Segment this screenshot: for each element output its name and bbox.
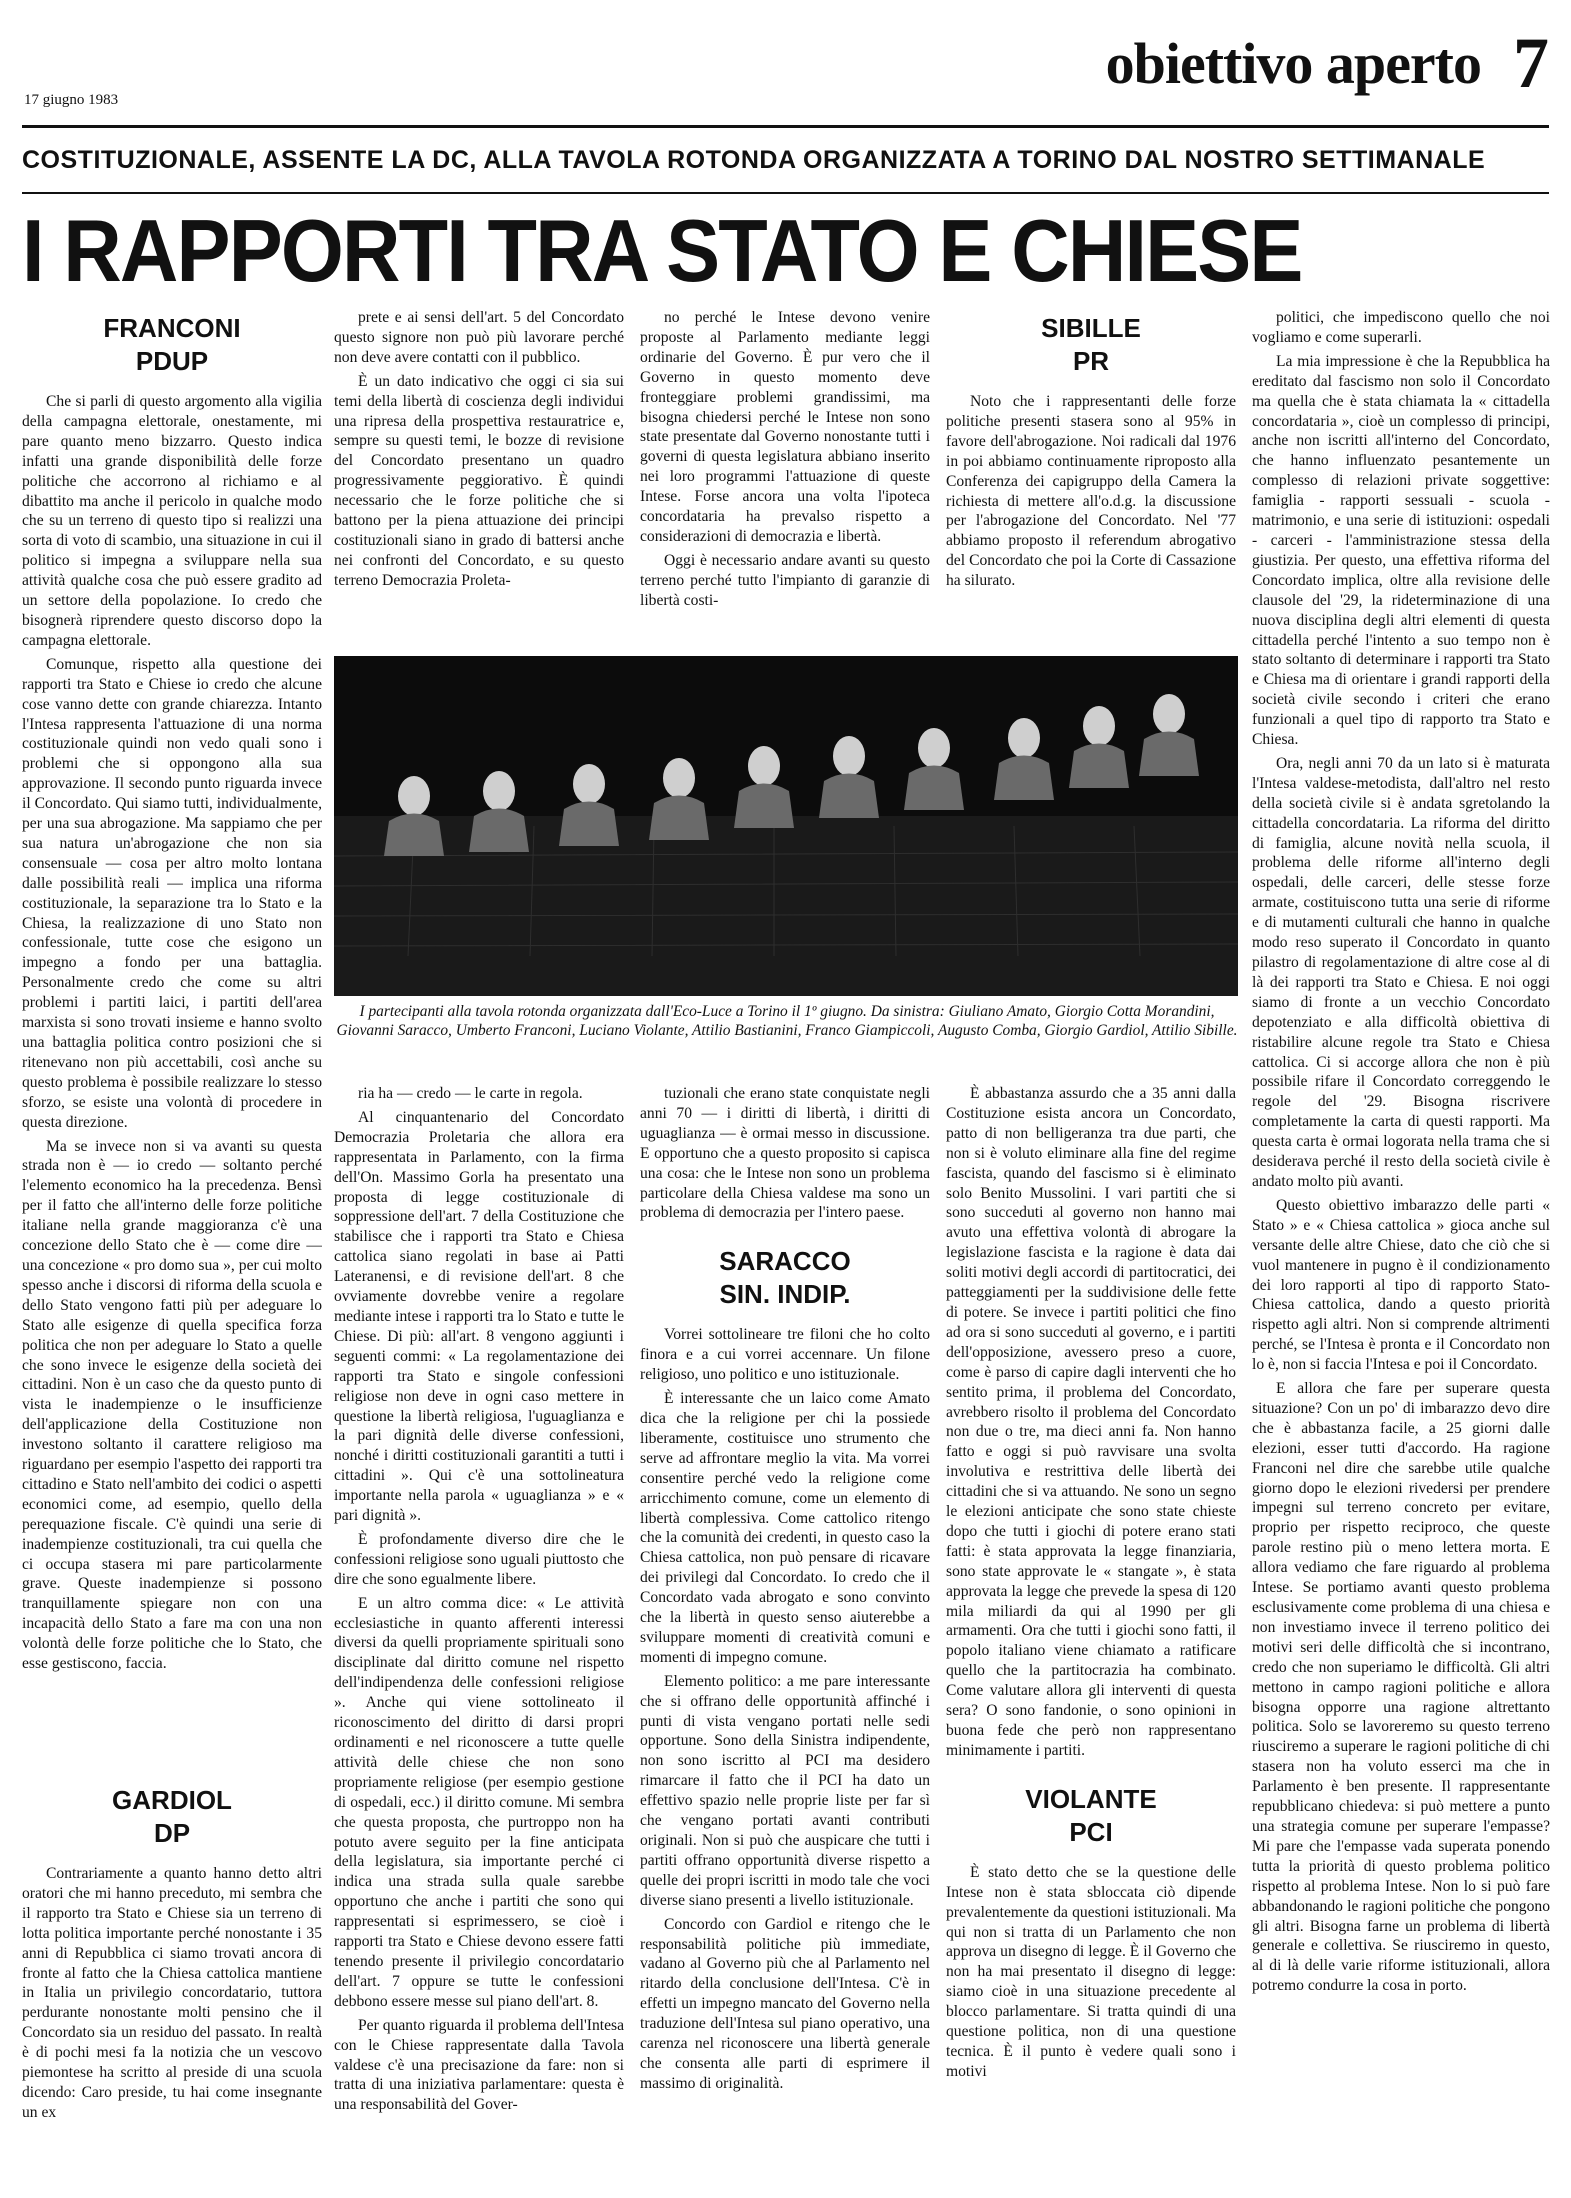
column-5 bbox=[1252, 308, 1550, 2180]
paragraph: Al cinquantenario del Concordato Democrazia Proletaria che allora era rappresentata in Parlamento, con la firma dell'On. Massimo Gorla ha presentato una proposta di legge costituzionale di soppressione dell'art. 7 della Costituzione che stabilisce che i rapporti tra Stato e Chiesa cattolica siano regolati in base ai Patti Lateranensi, e di revisione dell'art. 8 che ovviamente dovrebbe venire a regolare mediante intese i rapporti tra lo Stato e tutte le Chiese. Di più: all'art. 8 vengono aggiunti i seguenti commi: « La regolamentazione dei rapporti tra Stato e singole confessioni religiose non deve in ogni caso mettere in questione la libertà religiosa, l'uguaglianza e la pari dignità delle diverse confessioni, nonché i diritti costituzionali garantiti a tutti i cittadini ». Qui c'è una sottolineatura importante nella parola « uguaglianza » e « pari dignità ». bbox=[334, 1108, 624, 1525]
paragraph: tuzionali che erano state conquistate negli anni 70 — i diritti di libertà, i diritti di uguaglianza — è ormai messo in discussione. E opportuno che a questo proposito si capisca una cosa: che le Intese non sono un problema particolare della Chiesa valdese ma sono un problema di democrazia per l'intero paese. bbox=[640, 1085, 930, 1222]
speaker-franconi bbox=[22, 312, 322, 378]
column-2-top bbox=[334, 308, 624, 644]
paragraph: ria ha — credo — le carte in regola. bbox=[358, 1085, 583, 1102]
paragraph: È stato detto che se la questione delle Intese non è stata sbloccata ciò dipende prevalentemente da questioni istituzionali. Ma qui non si tratta di un Parlamento che non approva un disegno di legge. È il Governo che non ha mai presentato il disegno di legge: siamo cioè in una situazione precedente al blocco parlamentare. Si tratta quindi di una questione politica, non di una questione tecnica. È il punto è vedere quali sono i motivi bbox=[946, 1863, 1236, 2080]
paragraph: La mia impressione è che la Repubblica ha ereditato dal fascismo non solo il Concordato ma quella che è stata chiamata la « cittadella concordataria », cioè un complesso di principi, anche non iscritti all'interno del Concordato, che hanno influenzato pesantemente un complesso di relazioni private soggettive: famiglia - rapporti sessuali - scuola - matrimonio, e una serie di istituzioni: ospedali - carceri - l'amministrazione stessa della giustizia. Per questo, una effettiva riforma del Concordato implica, oltre alla revisione delle clausole del '29, la rideterminazione di una nuova disciplina degli altri elementi di questa cittadella perché l'intento a suo tempo non è stato soltanto di determinare i rapporti tra Stato e Chiesa ma di orientare i grandi rapporti della società civile secondo i criteri che erano funzionali a quel tipo di rapporto tra Stato e Chiesa. bbox=[1252, 352, 1550, 749]
paragraph: Ora, negli anni 70 da un lato si è maturata l'Intesa valdese-metodista, dall'altro nel resto della società civile si è andata sgretolando la cittadella concordataria. La riforma del diritto di famiglia, alcune novità nella scuola, il problema delle riforme all'interno degli ospedali, delle carceri, delle stesse forze armate, costituiscono tutta una serie di riforme e di mutamenti culturali che hanno in qualche modo reso superato il Concordato in quanto pilastro di regolamentazione di altre cose al di là dei rapporti tra Stato e Chiesa. E noi oggi siamo di fronte a un vecchio Concordato depotenziato e alla difficoltà obiettiva di ristabilire alcune regole tra Stato e Chiesa cattolica. Ci si accorge allora che non è più possibile rifare il Concordato correggendo le regole del '29. Bisogna riscrivere completamente la carta di questi rapporti. Ma questa carta è ormai logorata nella trama che si desiderava perché il resto della società civile è andato molto più avanti. bbox=[1252, 754, 1550, 1190]
panel-photo bbox=[334, 656, 1238, 996]
column-1-bottom bbox=[22, 1780, 322, 2180]
page-number: 7 bbox=[1513, 23, 1549, 103]
speaker-gardiol bbox=[22, 1784, 322, 1850]
paragraph: E un altro comma dice: « Le attività ecclesiastiche in quanto afferenti interessi diversi da quelli propriamente spirituali sono disciplinate dal diritto comune nel rispetto dell'indipendenza delle confessioni religiose ». Anche qui viene sottolineato il riconoscimento del diritto di darsi propri ordinamenti e nel riconoscere a tutte quelle attività delle chiese che non sono propriamente religiose (per esempio gestione di ospedali, ecc.) il diritto comune. Mi sembra che questa proposta, che purtroppo non ha potuto avere seguito per la fine anticipata della legislatura, sia importante perché ci indica una strada sulla quale sarebbe opportuno che anche i partiti che sono qui rappresentati si esprimessero, se cioè i rapporti tra Stato e Chiese devono essere fatti tenendo presente il privilegio concordatario dell'art. 7 oppure se tutte le confessioni debbono essere messe sul piano dell'art. 8. bbox=[334, 1594, 624, 2010]
speaker-party: PDUP bbox=[135, 346, 209, 376]
paragraph: Questo obiettivo imbarazzo delle parti « Stato » e « Chiesa cattolica » gioca anche sul versante delle altre Chiese, dato che ciò che si vuol mantenere in pugno è il condizionamento dei loro rapporti al tipo di rapporto Stato-Chiesa cattolica, dando a questo priorità rispetto agli altri. Non si comprende altrimenti perché, se l'Intesa è pronta e il Concordato non lo è, non si faccia l'Intesa e poi il Concordato. bbox=[1252, 1196, 1550, 1374]
main-headline: I RAPPORTI TRA STATO E CHIESE bbox=[22, 201, 1302, 300]
speaker-name: SARACCO bbox=[719, 1246, 851, 1277]
paragraph: Concordo con Gardiol e ritengo che le responsabilità politiche più immediate, vadano al Governo più che al Parlamento nel ritardo della conclusione dell'Intesa. C'è in effetti un impegno mancato del Governo nella traduzione dell'Intesa sul piano operativo, una carenza nel riconoscere una libertà generale che consenta alle parti di esprimere il massimo di originalità. bbox=[640, 1915, 930, 2092]
column-4-top bbox=[946, 308, 1236, 644]
column-text bbox=[640, 1325, 930, 2093]
column-3-bottom bbox=[640, 1084, 930, 2180]
speaker-sibille bbox=[946, 312, 1236, 378]
photo-caption: I partecipanti alla tavola rotonda organizzata dall'Eco-Luce a Torino il 1º giugno. Da sinistra: Giuliano Amato, Giorgio Cotta Morandini, Giovanni Saracco, Umberto Franconi, Luciano Violante, Attilio Bastianini, Franco Giampiccoli, Augusto Comba, Giorgio Gardiol, Attilio Sibille. bbox=[336, 1003, 1238, 1040]
speaker-party: DP bbox=[153, 1818, 191, 1848]
paragraph: prete e ai sensi dell'art. 5 del Concordato questo signore non può più lavorare perché non deve avere contatti con il pubblico. bbox=[334, 309, 624, 366]
issue-date: 17 giugno 1983 bbox=[24, 92, 119, 108]
kicker-headline: COSTITUZIONALE, ASSENTE LA DC, ALLA TAVOLA ROTONDA ORGANIZZATA A TORINO DAL NOSTRO SETTIMANALE bbox=[22, 146, 1486, 174]
panel-photo-image bbox=[334, 656, 1238, 996]
paragraph: È interessante che un laico come Amato dica che la religione per chi la possiede liberamente, costituisce uno strumento che serve ad affrontare meglio la vita. Ma vorrei consentire perché vedo la religione come arricchimento comune, come un elemento di libertà complessiva. Come cattolico ritengo che la comunità dei credenti, in questo caso la Chiesa cattolica, non può pensare di ricavare dei privilegi dal Concordato. Io credo che il Concordato vada abrogato e sono convinto che la libertà in questo senso aiuterebbe a sviluppare momenti di creatività comuni e momenti di impegno comune. bbox=[640, 1390, 930, 1666]
paragraph: politici, che impediscono quello che noi vogliamo e come superarli. bbox=[1252, 309, 1550, 346]
column-text bbox=[946, 392, 1236, 591]
speaker-party: SIN. INDIP. bbox=[719, 1279, 851, 1310]
column-text bbox=[22, 1864, 322, 2123]
column-text bbox=[640, 308, 930, 611]
paragraph: È profondamente diverso dire che le confessioni religiose sono uguali piuttosto che dire che sono egualmente libere. bbox=[334, 1530, 624, 1588]
paragraph: È un dato indicativo che oggi ci sia sui temi della libertà di coscienza degli individui una ripresa della prospettiva restauratrice e, sempre su questi temi, le bozze di revisione del Concordato presentano un quadro progressivamente peggiorativo. È quindi necessario che le forze politiche che si battono per la piena attuazione dei principi costituzionali siano in grado di battersi anche nei confronti del Concordato, e su questo terreno Democrazia Proleta- bbox=[334, 372, 624, 589]
column-2-bottom bbox=[334, 1084, 624, 2180]
speaker-name: SIBILLE bbox=[1041, 313, 1141, 343]
paragraph: È abbastanza assurdo che a 35 anni dalla Costituzione esista ancora un Concordato, patto di non belligeranza tra due parti, che non si è voluto eliminare alla fine del regime fascista, quando del fascismo si è eliminato solo Benito Mussolini. I vari partiti che si sono succeduti al governo non hanno mai avuto una effettiva volontà di abrogare la legislazione fascista e la ragione è data dai soliti motivi degli accordi di partitocratici, dei patteggiamenti per la suddivisione delle fette di potere. Se invece i partiti politici che fino ad ora si sono succeduti al governo, e i partiti dell'opposizione, avessero preso a cuore, come è parso di capire dagli interventi che ho sentito prima, il problema del Concordato, avrebbero risolto il problema del Concordato non due o tre, ma dieci anni fa. Non hanno fatto e oggi si può ravvisare una svolta involutiva e restrittiva delle libertà dei cittadini che si va attuando. Ne sono un segno le elezioni anticipate che sono state chieste dopo che tutti i giochi di potere erano stati fatti: è stata approvata la legge finanziaria, sono state approvate le « stangate », è stata approvata la legge che prevede la spesa di 120 mila miliardi da qui al 1990 per gli armamenti. Ora che tutti i giochi sono fatti, il popolo italiano viene chiamato a ratificare quello che la partitocrazia ha combinato. Come valutare allora gli interventi di questa sera? O sono fandonie, o sono opinioni in buona fede che però non rappresentano minimamente i partiti. bbox=[946, 1085, 1236, 1759]
kicker-rule bbox=[22, 192, 1549, 194]
paragraph: Che si parli di questo argomento alla vigilia della campagna elettorale, onestamente, mi pare quanto meno bizzarro. Questo indica infatti una grande disponibilità delle forze politiche che accorrono al richiamo e al dibattito ma anche il pericolo in qualche modo che su un terreno di questo tipo si realizzi una sorta di voto di scambio, una situazione in cui il politico si impegna a sviluppare nella sua attività qualche cosa che può essere gradito ad un settore della popolazione. Io credo che bisognerà riprendere questo discorso dopo la campagna elettorale. bbox=[22, 393, 322, 649]
speaker-violante bbox=[946, 1783, 1236, 1849]
paragraph: Ma se invece non si va avanti su questa strada non è — io credo — soltanto perché l'elemento economico ha la precedenza. Bensì per il fatto che all'interno delle forze politiche italiane nella grande maggioranza c'è una concezione dello Stato che è — come dire — una concezione « pro domo sua », per cui molto spesso anche i discorsi di riforma della scuola e dello Stato vengono fatti più per adeguare lo Stato alle esigenze di quella specifica forza politica che non per adeguare lo Stato a quelle che sono invece le esigenze della società dei cittadini. Non è un caso che da questo punto di vista le inadempienze o le insufficienze dell'applicazione della Costituzione non investono soltanto il carattere religioso ma riguardano per esempio l'aspetto dei rapporti tra cittadino e Stato nell'ambito dei codici o aspetti economici come, ad esempio, quello della perequazione fiscale. C'è quindi una serie di inadempienze costituzionali, tra cui quella che ci occupa stasera mi pare particolarmente grave. Queste inadempienze si possono tranquillamente spiegare non con una incapacità dello Stato a fare ma con una non volontà delle forze politiche che lo Stato, che esse gestiscono, faccia. bbox=[22, 1137, 322, 1673]
column-4-bottom bbox=[946, 1084, 1236, 2180]
speaker-name: FRANCONI bbox=[103, 313, 241, 343]
column-3-top bbox=[640, 308, 930, 644]
paragraph: Elemento politico: a me pare interessante che si offrano delle opportunità affinché i punti di vista vengano portati nelle sedi opportune. Sono della Sinistra indipendente, non sono iscritto al PCI ma desidero rimarcare il fatto che il PCI ha dato un effettivo spazio nelle proprie liste per far sì che vengano portati avanti contributi originali. Non si può che auspicare che tutti i partiti offrano opportunità diverse rispetto a quelle dei propri iscritti in modo tale che voci diverse siano presenti a livello istituzionale. bbox=[640, 1672, 930, 1909]
column-1 bbox=[22, 308, 322, 1728]
masthead-rule bbox=[22, 125, 1549, 128]
column-text bbox=[640, 1084, 930, 1223]
speaker-saracco bbox=[640, 1245, 930, 1311]
paragraph: Vorrei sottolineare tre filoni che ho colto finora e a cui vorrei accennare. Un filone religioso, uno politico e uno istituzionale. bbox=[640, 1326, 930, 1384]
column-text bbox=[946, 1084, 1236, 1761]
paragraph: Comunque, rispetto alla questione dei rapporti tra Stato e Chiese io credo che alcune cose vanno dette con grande chiarezza. Intanto l'Intesa rappresenta l'attuazione di una norma costituzionale quindi non vedo quali sono i problemi che si oppongono alla sua approvazione. Il secondo punto riguarda invece il Concordato. Qui siamo tutti, individualmente, per una sua abrogazione. Ma sappiamo che per sua natura un'abrogazione che non sia consensuale — cosa per altro molto lontana dalle possibilità reali — implica una riforma costituzionale, la separazione tra lo Stato e la Chiesa, la realizzazione di uno Stato non confessionale, tutte cose che esigono un impegno a fondo per una battaglia. Personalmente credo che come su altri problemi i partiti laici, i partiti dell'area marxista si sono trovati insieme e hanno svolto una battaglia politica contro posizioni che si ritenevano non più accettabili, così anche su questo problema è possibile realizzare lo stesso sforzo, se esiste una volontà di procedere in questa direzione. bbox=[22, 655, 322, 1131]
paragraph: no perché le Intese devono venire proposte al Parlamento mediante leggi ordinarie del Governo. È pur vero che il Governo in questo momento deve fronteggiare problemi grandissimi, ma bisogna chiedersi perché le Intese non sono state presentate dal Governo nonostante tutti i governi di questa legislatura abbiano inserito nei loro programmi l'attuazione di queste Intese. Forse ancora una volta l'ipoteca concordataria ha prevalso rispetto a considerazioni di democrazia e libertà. bbox=[640, 309, 930, 545]
paragraph: Oggi è necessario andare avanti su questo terreno perché tutto l'impianto di garanzie di libertà costi- bbox=[640, 551, 930, 609]
paragraph: Noto che i rappresentanti delle forze politiche presenti stasera sono al 95% in favore dell'abrogazione. Noi radicali dal 1976 in poi abbiamo continuamente riproposto alla Conferenza dei capigruppo della Camera la richiesta di mettere all'o.d.g. la discussione per l'abrogazione del Concordato. Nel '77 abbiamo proposto il referendum abrogativo del Concordato che poi la Corte di Cassazione ha silurato. bbox=[946, 393, 1236, 590]
section-title: obiettivo aperto bbox=[1105, 31, 1481, 96]
speaker-name: VIOLANTE bbox=[1025, 1783, 1157, 1814]
paragraph: Per quanto riguarda il problema dell'Intesa con le Chiese rappresentate dalla Tavola valdese c'è una precisazione da fare: non si tratta di una iniziativa parlamentare: questa è una responsabilità del Gover- bbox=[334, 2016, 624, 2114]
column-text bbox=[1252, 308, 1550, 1996]
speaker-party: PR bbox=[1072, 346, 1110, 376]
paragraph: E allora che fare per superare questa situazione? Con un po' di imbarazzo devo dire che è abbastanza facile, a 25 giorni dalle elezioni, esser tutti d'accordo. Ha ragione Franconi nel dire che sarebbe utile qualche giorno dopo le elezioni rivedersi per prendere impegni sul terreno concreto per evitare, proprio per rispetto reciproco, che queste parole restino più o meno lettera morta. E allora vediamo che fare riguardo al problema Intese. Se portiamo avanti questo problema esclusivamente come problema di una chiesa e non investiamo invece il terreno politico dei motivi seri delle difficoltà che si incontrano, credo che non superiamo le difficoltà. Gli altri mettono in campo ragioni politiche e allora bisogna opporre una ragione altrettanto politica. Solo se lavoreremo su questo terreno riusciremo a superare le ragioni politiche di chi stasera non ha voluto esserci ma che in Parlamento è ben presente. Il rappresentante repubblicano chiedeva: si può mettere a punto una strategia comune per superare l'empasse? Mi pare che l'empasse vada superata ponendo tutta la priorità di questo problema politico rispetto al problema Intese. Non lo si può fare abbandonando le ragioni politiche che pongono gli altri. Bisogna farne un problema di libertà generale e collettiva. Se riusciremo in questo, al di là delle varie riforme istituzionali, allora potremo condurre la cosa in porto. bbox=[1252, 1380, 1550, 1995]
column-text bbox=[334, 308, 624, 591]
column-text bbox=[22, 392, 322, 1674]
column-text bbox=[334, 1084, 624, 2115]
speaker-party: PCI bbox=[1069, 1816, 1113, 1847]
paragraph: Contrariamente a quanto hanno detto altri oratori che mi hanno preceduto, mi sembra che il rapporto tra Stato e Chiese sia un terreno di lotta politica importante perché nonostante i 35 anni di Repubblica ci siamo trovati ancora di fronte al fatto che la Chiesa cattolica mantiene in Italia un privilegio concordatario, tuttora perdurante nonostante molti pensino che il Concordato sia un residuo del passato. In realtà è di pochi mesi fa la notizia che un vescovo piemontese ha scritto al preside di una scuola dicendo: Caro preside, tu hai come insegnante un ex bbox=[22, 1865, 322, 2121]
column-text bbox=[946, 1863, 1236, 2082]
speaker-name: GARDIOL bbox=[112, 1785, 232, 1815]
